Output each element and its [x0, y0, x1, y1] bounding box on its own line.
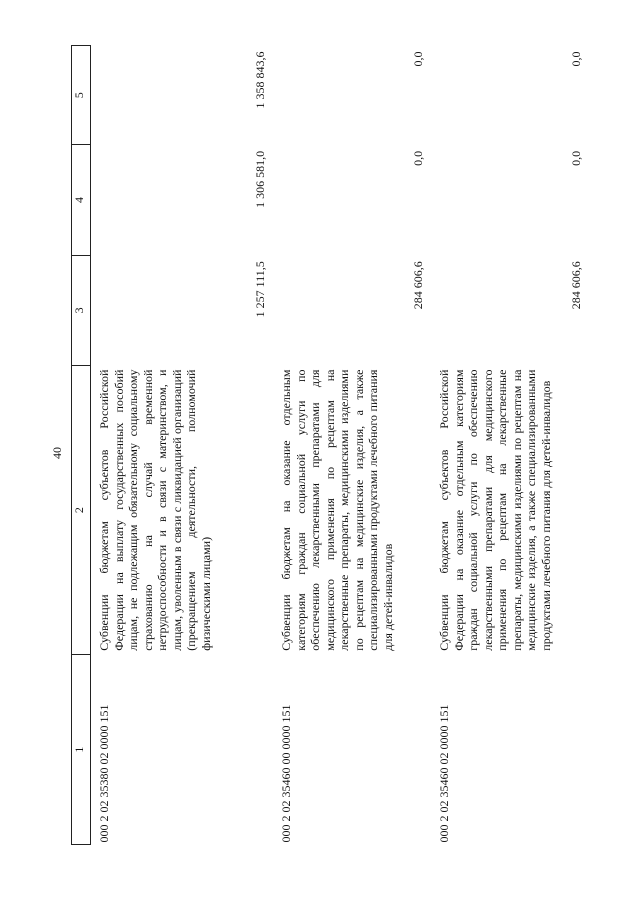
table-row — [273, 46, 431, 845]
budget-table — [71, 45, 589, 845]
column-header-5: 5 — [72, 46, 91, 145]
budget-code: 000 2 02 35460 00 0000 151 — [279, 704, 293, 843]
value-col-5: 0,0 — [568, 51, 583, 67]
value-col-3: 284 606,6 — [410, 261, 425, 310]
value-col-5: 1 358 843,6 — [252, 51, 267, 109]
page-number: 40 — [50, 447, 64, 459]
value-col-3: 284 606,6 — [568, 261, 583, 310]
value-col-4: 0,0 — [568, 150, 583, 166]
value-col-3: 1 257 111,5 — [252, 261, 267, 318]
column-header-2: 2 — [72, 366, 91, 655]
value-col-4: 0,0 — [410, 150, 425, 166]
header-row — [72, 46, 91, 845]
budget-table-sheet — [71, 45, 591, 845]
budget-code: 000 2 02 35460 02 0000 151 — [437, 704, 451, 843]
budget-code: 000 2 02 35380 02 0000 151 — [97, 704, 111, 843]
column-header-1: 1 — [72, 655, 91, 845]
row-description: Субвенции бюджетам субъектов Российской Федерации на оказание отдельным категориям граждан социальной услуги по обеспечению лекарственными препаратами для медицинского применения по рецептам на лекарственные препараты, медицинскими изделиями по рецептам на медицинские изделия, а также специализированными продуктами лечебного питания для детей-инвалидов — [437, 369, 553, 651]
table-row — [431, 46, 589, 845]
table-row — [91, 46, 274, 845]
value-col-4: 1 306 581,0 — [252, 150, 267, 208]
column-header-4: 4 — [72, 145, 91, 255]
column-header-3: 3 — [72, 255, 91, 365]
row-description: Субвенции бюджетам на оказание отдельным категориям граждан социальной услуги по обеспечению лекарственными препаратами для медицинского применения по рецептам на лекарственные препараты, медицинскими изделиями по рецептам на медицинские изделия, а также специализированными продуктами лечебного питания для детей-инвалидов — [279, 369, 395, 651]
value-col-5: 0,0 — [410, 51, 425, 67]
row-description: Субвенции бюджетам субъектов Российской Федерации на выплату государственных пособий лицам, не подлежащим обязательному социальному страхованию на случай временной нетрудоспособности и в связи с материнством, и лицам, уволенным в связи с ликвидацией организаций (прекращением деятельности, полномочий физическими лицами) — [97, 369, 213, 651]
